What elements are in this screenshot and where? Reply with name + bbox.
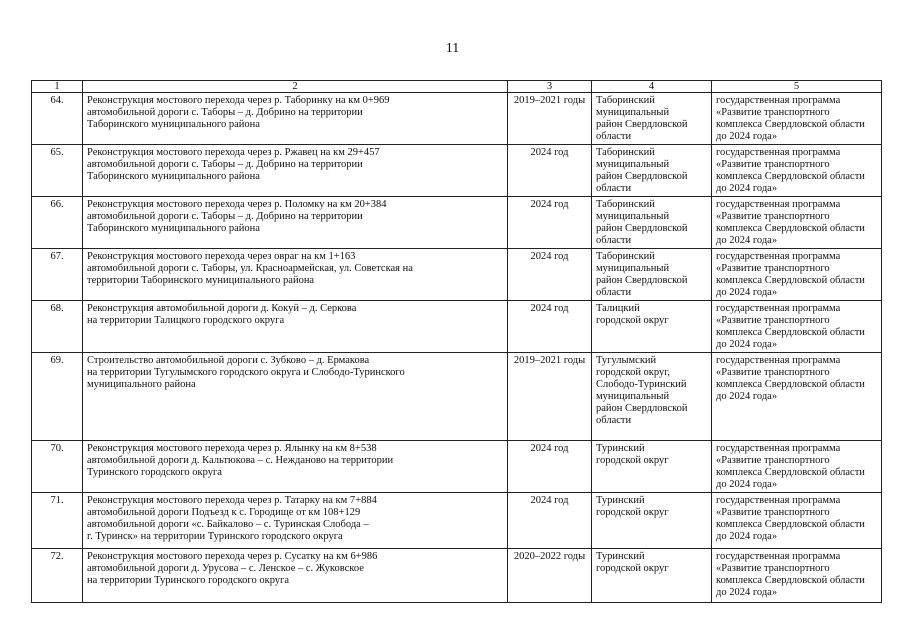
row-number: 72. [32,549,83,603]
row-description: Реконструкция мостового перехода через р. Татарку на км 7+884 автомобильной дороги Подъезд к с. Городище от км 108+129 автомобильной дороги «с. Байкалово – с. Туринская Слобода – г. Туринск» на территории Туринского городского округа [83,493,508,549]
row-description: Реконструкция мостового перехода через р. Сусатку на км 6+986 автомобильной дороги д. Урусова – с. Ленское – с. Жуковское на территории Туринского городского округа [83,549,508,603]
row-period: 2024 год [508,197,592,249]
row-territory: Тугулымский городской округ, Слободо-Туринский муниципальный район Свердловской области [592,353,712,441]
table-row [32,549,882,603]
row-program: государственная программа «Развитие транспортного комплекса Свердловской области до 2024 года» [712,249,882,301]
row-description: Реконструкция мостового перехода через р. Поломку на км 20+384 автомобильной дороги с. Таборы – д. Добрино на территории Таборинского муниципального района [83,197,508,249]
row-number: 69. [32,353,83,441]
header-col-4: 4 [592,81,712,93]
row-territory: Туринский городской округ [592,549,712,603]
row-number: 68. [32,301,83,353]
header-col-2: 2 [83,81,508,93]
row-territory: Таборинский муниципальный район Свердловской области [592,93,712,145]
table-row [32,441,882,493]
row-program: государственная программа «Развитие транспортного комплекса Свердловской области до 2024 года» [712,441,882,493]
row-program: государственная программа «Развитие транспортного комплекса Свердловской области до 2024 года» [712,197,882,249]
row-number: 67. [32,249,83,301]
header-col-5: 5 [712,81,882,93]
row-description: Реконструкция автомобильной дороги д. Кокуй – д. Серкова на территории Талицкого городского округа [83,301,508,353]
row-period: 2024 год [508,145,592,197]
row-program: государственная программа «Развитие транспортного комплекса Свердловской области до 2024 года» [712,353,882,441]
header-col-1: 1 [32,81,83,93]
row-description: Реконструкция мостового перехода через р. Ялынку на км 8+538 автомобильной дороги д. Кальтюкова – с. Нежданово на территории Туринского городского округа [83,441,508,493]
row-program: государственная программа «Развитие транспортного комплекса Свердловской области до 2024 года» [712,301,882,353]
table-row [32,249,882,301]
row-number: 66. [32,197,83,249]
table-row [32,493,882,549]
row-period: 2020–2022 годы [508,549,592,603]
projects-table [31,80,882,603]
row-territory: Таборинский муниципальный район Свердловской области [592,249,712,301]
row-territory: Туринский городской округ [592,493,712,549]
row-period: 2019–2021 годы [508,353,592,441]
row-number: 70. [32,441,83,493]
row-description: Реконструкция мостового перехода через овраг на км 1+163 автомобильной дороги с. Таборы, ул. Красноармейская, ул. Советская на территории Таборинского муниципального района [83,249,508,301]
table-row [32,353,882,441]
table-header-row [32,81,882,93]
row-period: 2024 год [508,301,592,353]
table-row [32,93,882,145]
row-period: 2024 год [508,249,592,301]
table-row [32,145,882,197]
page-number: 11 [445,41,460,56]
table-row [32,301,882,353]
row-number: 71. [32,493,83,549]
row-program: государственная программа «Развитие транспортного комплекса Свердловской области до 2024 года» [712,549,882,603]
row-territory: Туринский городской округ [592,441,712,493]
row-description: Реконструкция мостового перехода через р. Ржавец на км 29+457 автомобильной дороги с. Таборы – д. Добрино на территории Таборинского муниципального района [83,145,508,197]
row-period: 2019–2021 годы [508,93,592,145]
row-period: 2024 год [508,493,592,549]
row-territory: Талицкий городской округ [592,301,712,353]
row-territory: Таборинский муниципальный район Свердловской области [592,197,712,249]
row-description: Реконструкция мостового перехода через р. Таборинку на км 0+969 автомобильной дороги с. Таборы – д. Добрино на территории Таборинского муниципального района [83,93,508,145]
header-col-3: 3 [508,81,592,93]
row-description: Строительство автомобильной дороги с. Зубково – д. Ермакова на территории Тугулымского городского округа и Слободо-Туринского муниципального района [83,353,508,441]
table-row [32,197,882,249]
row-number: 65. [32,145,83,197]
row-program: государственная программа «Развитие транспортного комплекса Свердловской области до 2024 года» [712,145,882,197]
row-program: государственная программа «Развитие транспортного комплекса Свердловской области до 2024 года» [712,93,882,145]
row-territory: Таборинский муниципальный район Свердловской области [592,145,712,197]
row-period: 2024 год [508,441,592,493]
row-program: государственная программа «Развитие транспортного комплекса Свердловской области до 2024 года» [712,493,882,549]
row-number: 64. [32,93,83,145]
